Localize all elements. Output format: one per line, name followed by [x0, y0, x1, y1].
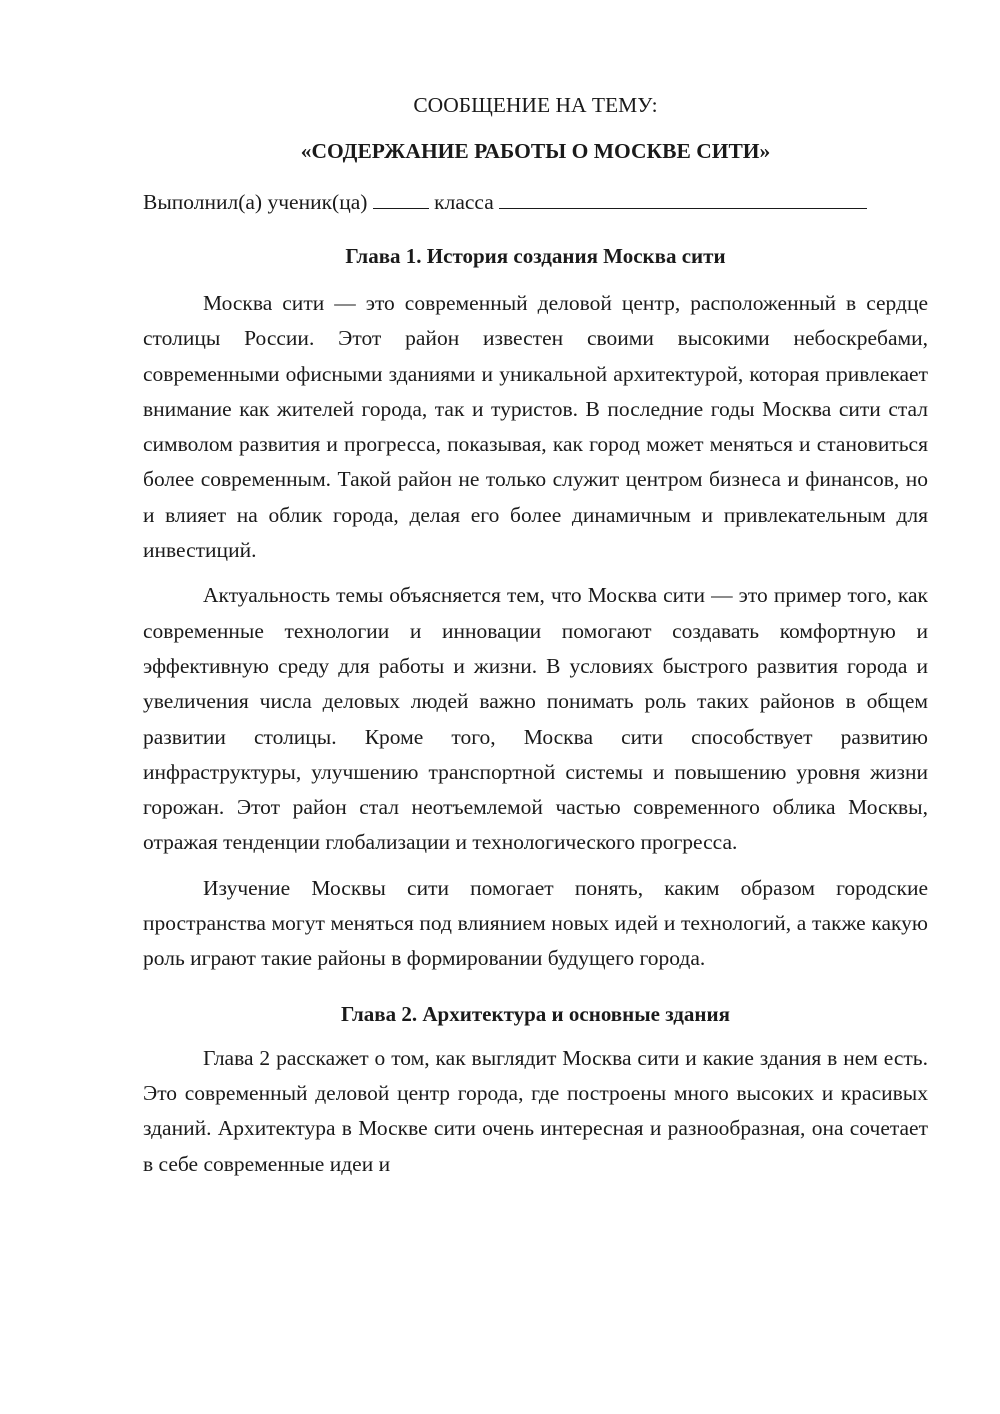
author-middle: класса	[434, 190, 494, 214]
chapter-2-heading: Глава 2. Архитектура и основные здания	[341, 1001, 730, 1026]
title-line-1: СООБЩЕНИЕ НА ТЕМУ:	[413, 93, 658, 117]
chapter-1-paragraph-2: Актуальность темы объясняется тем, что Москва сити — это пример того, как современные технологии и инновации помогают создавать комфортную и эффективную среду для работы и жизни. В условиях быстрого развития города и увеличения числа деловых людей важно понимать роль таких районов в общем развитии столицы. Кроме того, Москва сити способствует развитию инфраструктуры, улучшению транспортной системы и повышению уровня жизни горожан. Этот район стал неотъемлемой частью современного облика Москвы, отражая тенденции глобализации и технологического прогресса.	[143, 583, 928, 855]
chapter-1-heading: Глава 1. История создания Москва сити	[345, 244, 726, 268]
author-prefix: Выполнил(а) ученик(ца)	[143, 190, 368, 214]
author-line	[143, 185, 928, 219]
chapter-1-paragraph-3: Изучение Москвы сити помогает понять, каким образом городские пространства могут меняться под влиянием новых идей и технологий, а также какую роль играют такие районы в формировании будущего города.	[143, 875, 928, 971]
chapter-2-paragraph-1: Глава 2 расскажет о том, как выглядит Москва сити и какие здания в нем есть. Это современный деловой центр города, где построены много высоких и красивых зданий. Архитектура в Москве сити очень интересная и разнообразная, она сочетает в себе современные идеи и	[143, 1045, 928, 1176]
document-title: «СОДЕРЖАНИЕ РАБОТЫ О МОСКВЕ СИТИ»	[300, 139, 771, 163]
grade-blank	[373, 186, 429, 209]
chapter-1-paragraph-1: Москва сити — это современный деловой центр, расположенный в сердце столицы России. Этот район известен своими высокими небоскребами, современными офисными зданиями и уникальной архитектурой, которая привлекает внимание как жителей города, так и туристов. В последние годы Москва сити стал символом развития и прогресса, показывая, как город может меняться и становиться более современным. Такой район не только служит центром бизнеса и финансов, но и влияет на облик города, делая его более динамичным и привлекательным для инвестиций.	[143, 291, 928, 563]
document-page	[143, 88, 928, 1182]
name-blank	[499, 186, 867, 209]
